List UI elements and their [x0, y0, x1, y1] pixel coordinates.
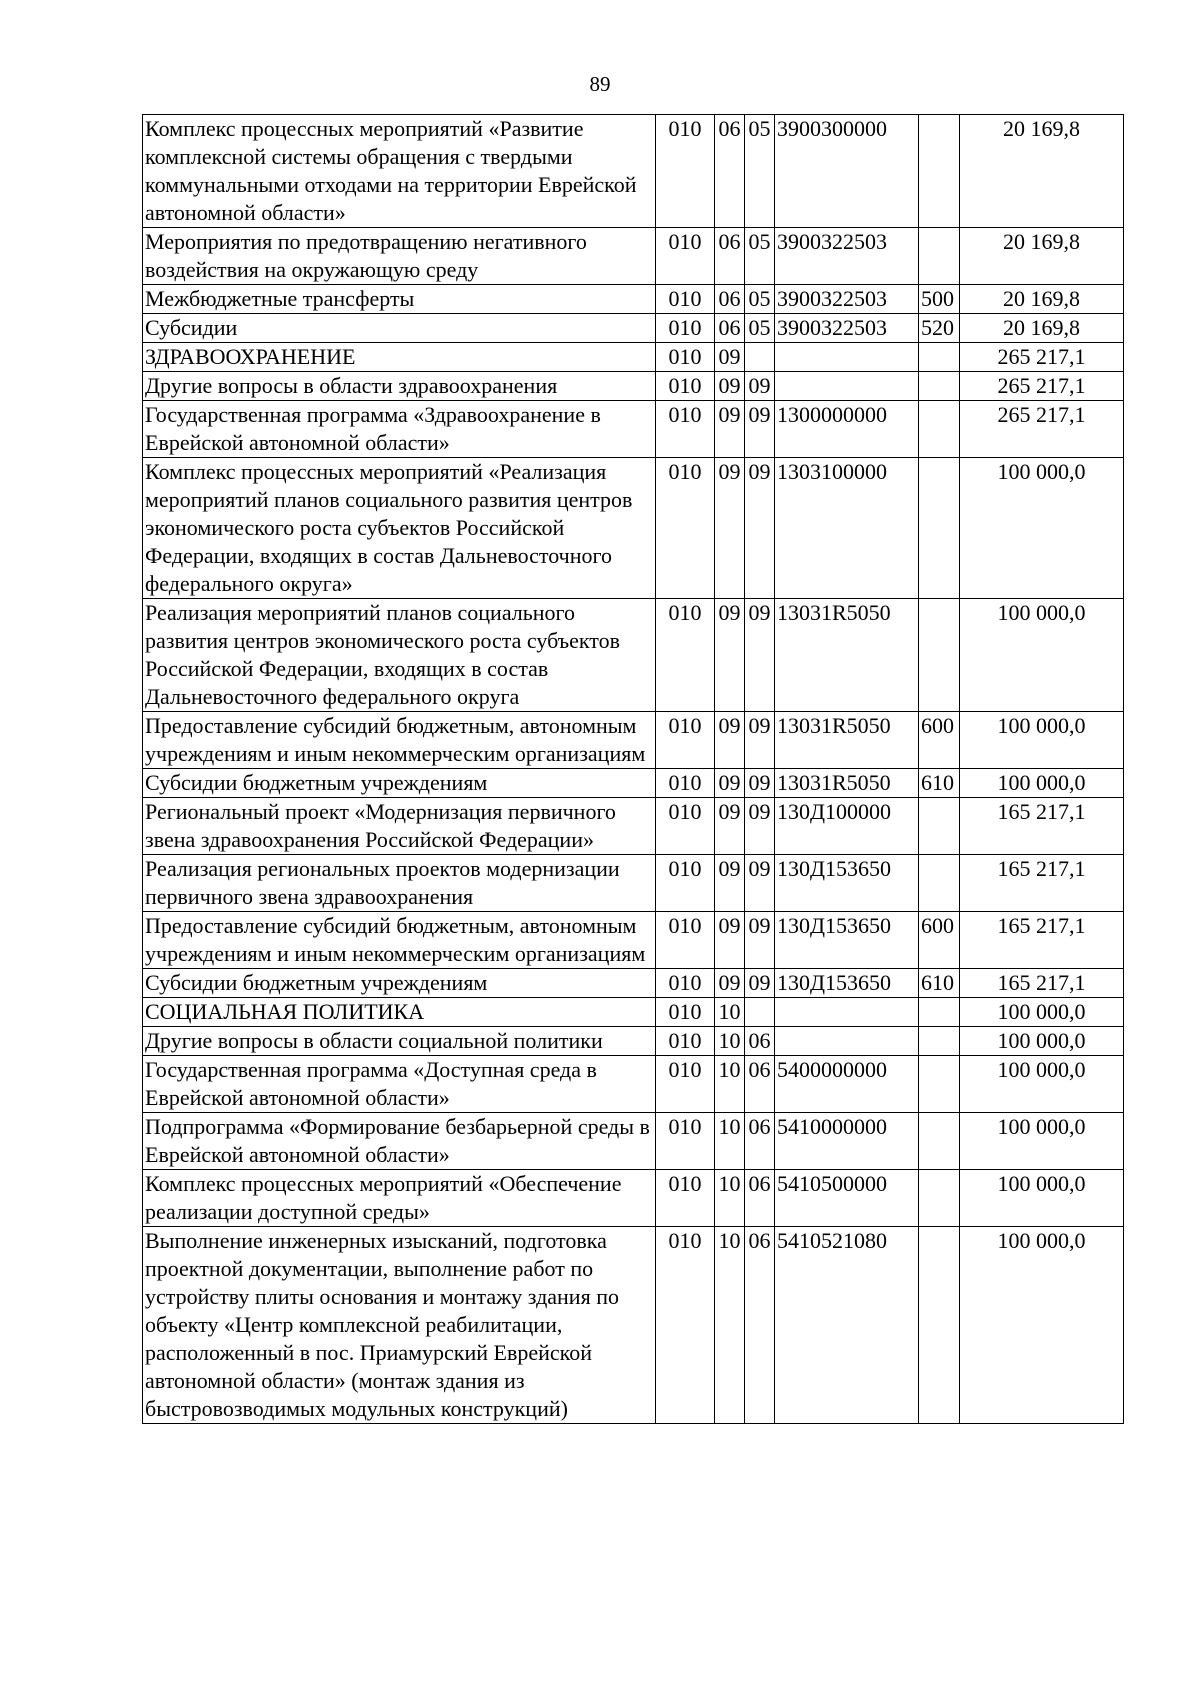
subsection-code-cell: 05: [745, 115, 775, 228]
section-code-cell: 09: [715, 599, 745, 712]
table-row: [143, 599, 1124, 712]
amount-cell: 100 000,0: [960, 599, 1124, 712]
amount-cell: 165 217,1: [960, 798, 1124, 855]
org-code-cell: 010: [656, 228, 715, 285]
table-row: [143, 769, 1124, 798]
expense-type-cell: [919, 998, 960, 1027]
org-code-cell: 010: [656, 969, 715, 998]
row-name-cell: Другие вопросы в области здравоохранения: [143, 372, 656, 401]
expense-type-cell: 600: [919, 912, 960, 969]
org-code-cell: 010: [656, 314, 715, 343]
row-name-cell: ЗДРАВООХРАНЕНИЕ: [143, 343, 656, 372]
subsection-code-cell: 06: [745, 1227, 775, 1424]
target-article-cell: [775, 372, 919, 401]
table-row: [143, 912, 1124, 969]
table-row: [143, 314, 1124, 343]
table-row: [143, 998, 1124, 1027]
org-code-cell: 010: [656, 798, 715, 855]
target-article-cell: 3900322503: [775, 228, 919, 285]
amount-cell: 20 169,8: [960, 115, 1124, 228]
org-code-cell: 010: [656, 401, 715, 458]
section-code-cell: 10: [715, 1113, 745, 1170]
row-name-cell: Предоставление субсидий бюджетным, автономным учреждениям и иным некоммерческим организациям: [143, 912, 656, 969]
amount-cell: 165 217,1: [960, 855, 1124, 912]
section-code-cell: 09: [715, 458, 745, 599]
amount-cell: 265 217,1: [960, 401, 1124, 458]
target-article-cell: 5410500000: [775, 1170, 919, 1227]
expense-type-cell: [919, 855, 960, 912]
row-name-cell: Выполнение инженерных изысканий, подготовка проектной документации, выполнение работ по устройству плиты основания и монтажу здания по объекту «Центр комплексной реабилитации, расположенный в пос. Приамурский Еврейской автономной области» (монтаж здания из быстровозводимых модульных конструкций): [143, 1227, 656, 1424]
row-name-cell: Реализация мероприятий планов социального развития центров экономического роста субъектов Российской Федерации, входящих в состав Дальневосточного федерального округа: [143, 599, 656, 712]
section-code-cell: 10: [715, 1170, 745, 1227]
section-code-cell: 09: [715, 969, 745, 998]
expense-type-cell: [919, 343, 960, 372]
table-row: [143, 1113, 1124, 1170]
org-code-cell: 010: [656, 912, 715, 969]
subsection-code-cell: 05: [745, 285, 775, 314]
amount-cell: 165 217,1: [960, 969, 1124, 998]
expense-type-cell: [919, 228, 960, 285]
org-code-cell: 010: [656, 769, 715, 798]
table-row: [143, 1227, 1124, 1424]
target-article-cell: 3900322503: [775, 314, 919, 343]
org-code-cell: 010: [656, 372, 715, 401]
section-code-cell: 09: [715, 712, 745, 769]
section-code-cell: 09: [715, 401, 745, 458]
target-article-cell: 130Д153650: [775, 969, 919, 998]
target-article-cell: 5410000000: [775, 1113, 919, 1170]
target-article-cell: 13031R5050: [775, 712, 919, 769]
target-article-cell: 130Д100000: [775, 798, 919, 855]
target-article-cell: [775, 998, 919, 1027]
row-name-cell: Региональный проект «Модернизация первичного звена здравоохранения Российской Федерации»: [143, 798, 656, 855]
table-row: [143, 712, 1124, 769]
row-name-cell: Комплекс процессных мероприятий «Реализация мероприятий планов социального развития центров экономического роста субъектов Российской Федерации, входящих в состав Дальневосточного федерального округа»: [143, 458, 656, 599]
row-name-cell: Комплекс процессных мероприятий «Развитие комплексной системы обращения с твердыми коммунальными отходами на территории Еврейской автономной области»: [143, 115, 656, 228]
amount-cell: 265 217,1: [960, 343, 1124, 372]
org-code-cell: 010: [656, 712, 715, 769]
target-article-cell: [775, 343, 919, 372]
expense-type-cell: [919, 1170, 960, 1227]
row-name-cell: Мероприятия по предотвращению негативного воздействия на окружающую среду: [143, 228, 656, 285]
expense-type-cell: [919, 115, 960, 228]
row-name-cell: Комплекс процессных мероприятий «Обеспечение реализации доступной среды»: [143, 1170, 656, 1227]
table-row: [143, 115, 1124, 228]
target-article-cell: 3900300000: [775, 115, 919, 228]
amount-cell: 165 217,1: [960, 912, 1124, 969]
subsection-code-cell: [745, 998, 775, 1027]
org-code-cell: 010: [656, 1227, 715, 1424]
expense-type-cell: [919, 1027, 960, 1056]
org-code-cell: 010: [656, 1027, 715, 1056]
section-code-cell: 06: [715, 285, 745, 314]
target-article-cell: 1303100000: [775, 458, 919, 599]
target-article-cell: 5400000000: [775, 1056, 919, 1113]
row-name-cell: Межбюджетные трансферты: [143, 285, 656, 314]
table-row: [143, 228, 1124, 285]
section-code-cell: 09: [715, 769, 745, 798]
budget-table: [142, 114, 1124, 1424]
section-code-cell: 06: [715, 115, 745, 228]
org-code-cell: 010: [656, 855, 715, 912]
section-code-cell: 06: [715, 314, 745, 343]
table-body: [143, 115, 1124, 1424]
subsection-code-cell: 06: [745, 1113, 775, 1170]
expense-type-cell: 610: [919, 969, 960, 998]
amount-cell: 100 000,0: [960, 998, 1124, 1027]
subsection-code-cell: [745, 343, 775, 372]
expense-type-cell: [919, 1113, 960, 1170]
subsection-code-cell: 05: [745, 314, 775, 343]
subsection-code-cell: 06: [745, 1056, 775, 1113]
amount-cell: 100 000,0: [960, 1027, 1124, 1056]
section-code-cell: 10: [715, 1027, 745, 1056]
amount-cell: 20 169,8: [960, 314, 1124, 343]
expense-type-cell: 500: [919, 285, 960, 314]
amount-cell: 100 000,0: [960, 769, 1124, 798]
row-name-cell: Другие вопросы в области социальной политики: [143, 1027, 656, 1056]
subsection-code-cell: 05: [745, 228, 775, 285]
org-code-cell: 010: [656, 1170, 715, 1227]
table-row: [143, 1056, 1124, 1113]
subsection-code-cell: 06: [745, 1170, 775, 1227]
target-article-cell: 130Д153650: [775, 855, 919, 912]
subsection-code-cell: 06: [745, 1027, 775, 1056]
section-code-cell: 09: [715, 912, 745, 969]
row-name-cell: Предоставление субсидий бюджетным, автономным учреждениям и иным некоммерческим организациям: [143, 712, 656, 769]
amount-cell: 100 000,0: [960, 1056, 1124, 1113]
amount-cell: 20 169,8: [960, 228, 1124, 285]
table-row: [143, 401, 1124, 458]
expense-type-cell: [919, 599, 960, 712]
subsection-code-cell: 09: [745, 769, 775, 798]
table-row: [143, 343, 1124, 372]
amount-cell: 20 169,8: [960, 285, 1124, 314]
expense-type-cell: 520: [919, 314, 960, 343]
section-code-cell: 09: [715, 855, 745, 912]
target-article-cell: 1300000000: [775, 401, 919, 458]
expense-type-cell: [919, 458, 960, 599]
subsection-code-cell: 09: [745, 401, 775, 458]
org-code-cell: 010: [656, 1113, 715, 1170]
expense-type-cell: [919, 401, 960, 458]
row-name-cell: Субсидии бюджетным учреждениям: [143, 969, 656, 998]
section-code-cell: 09: [715, 372, 745, 401]
org-code-cell: 010: [656, 285, 715, 314]
amount-cell: 100 000,0: [960, 458, 1124, 599]
row-name-cell: Реализация региональных проектов модернизации первичного звена здравоохранения: [143, 855, 656, 912]
subsection-code-cell: 09: [745, 458, 775, 599]
row-name-cell: Субсидии бюджетным учреждениям: [143, 769, 656, 798]
org-code-cell: 010: [656, 599, 715, 712]
amount-cell: 100 000,0: [960, 712, 1124, 769]
section-code-cell: 10: [715, 998, 745, 1027]
org-code-cell: 010: [656, 1056, 715, 1113]
org-code-cell: 010: [656, 343, 715, 372]
target-article-cell: 130Д153650: [775, 912, 919, 969]
org-code-cell: 010: [656, 998, 715, 1027]
amount-cell: 265 217,1: [960, 372, 1124, 401]
row-name-cell: СОЦИАЛЬНАЯ ПОЛИТИКА: [143, 998, 656, 1027]
target-article-cell: [775, 1027, 919, 1056]
table-row: [143, 285, 1124, 314]
subsection-code-cell: 09: [745, 798, 775, 855]
subsection-code-cell: 09: [745, 855, 775, 912]
org-code-cell: 010: [656, 115, 715, 228]
target-article-cell: 13031R5050: [775, 599, 919, 712]
expense-type-cell: 610: [919, 769, 960, 798]
expense-type-cell: [919, 798, 960, 855]
target-article-cell: 13031R5050: [775, 769, 919, 798]
section-code-cell: 10: [715, 1227, 745, 1424]
table-row: [143, 855, 1124, 912]
section-code-cell: 09: [715, 343, 745, 372]
table-row: [143, 798, 1124, 855]
section-code-cell: 06: [715, 228, 745, 285]
amount-cell: 100 000,0: [960, 1170, 1124, 1227]
row-name-cell: Субсидии: [143, 314, 656, 343]
row-name-cell: Государственная программа «Здравоохранение в Еврейской автономной области»: [143, 401, 656, 458]
table-row: [143, 1170, 1124, 1227]
target-article-cell: 3900322503: [775, 285, 919, 314]
subsection-code-cell: 09: [745, 599, 775, 712]
row-name-cell: Подпрограмма «Формирование безбарьерной среды в Еврейской автономной области»: [143, 1113, 656, 1170]
section-code-cell: 09: [715, 798, 745, 855]
table-row: [143, 458, 1124, 599]
amount-cell: 100 000,0: [960, 1227, 1124, 1424]
subsection-code-cell: 09: [745, 712, 775, 769]
expense-type-cell: 600: [919, 712, 960, 769]
subsection-code-cell: 09: [745, 912, 775, 969]
amount-cell: 100 000,0: [960, 1113, 1124, 1170]
section-code-cell: 10: [715, 1056, 745, 1113]
row-name-cell: Государственная программа «Доступная среда в Еврейской автономной области»: [143, 1056, 656, 1113]
table-row: [143, 969, 1124, 998]
subsection-code-cell: 09: [745, 969, 775, 998]
page-number: 89: [589, 72, 611, 96]
expense-type-cell: [919, 1056, 960, 1113]
expense-type-cell: [919, 1227, 960, 1424]
table-row: [143, 372, 1124, 401]
org-code-cell: 010: [656, 458, 715, 599]
table-row: [143, 1027, 1124, 1056]
subsection-code-cell: 09: [745, 372, 775, 401]
target-article-cell: 5410521080: [775, 1227, 919, 1424]
expense-type-cell: [919, 372, 960, 401]
